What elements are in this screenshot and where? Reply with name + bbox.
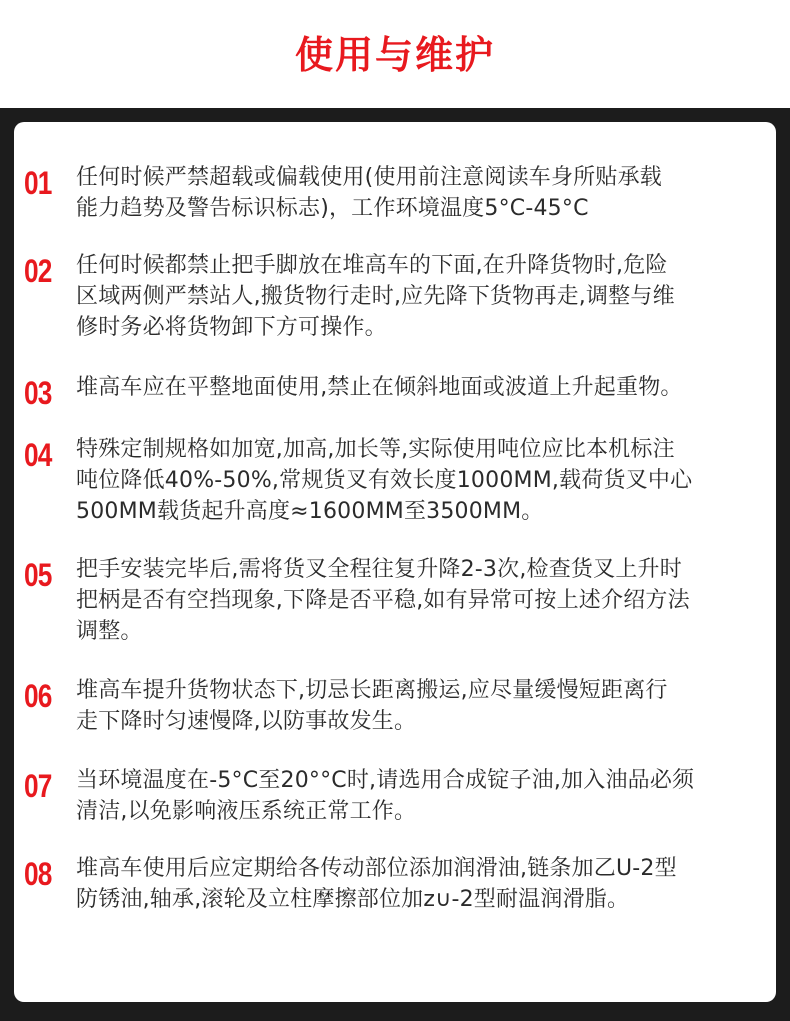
item-number: 02 [24,253,52,289]
item-line: 任何时候都禁止把手脚放在堆高车的下面,在升降货物时,危险 [76,253,668,278]
content-frame [0,108,790,1021]
item-text [76,765,766,827]
item-text [76,853,766,915]
item-number: 03 [24,375,52,411]
item-number: 04 [24,437,52,473]
item-text [76,675,766,737]
item-text [76,372,766,403]
item-line: 把柄是否有空挡现象,下降是否平稳,如有异常可按上述介绍方法 [76,588,690,613]
item-line: 特殊定制规格如加宽,加高,加长等,实际使用吨位应比本机标注 [76,437,675,462]
page-title: 使用与维护 [294,33,495,77]
item-line: 区域两侧严禁站人,搬货物行走时,应先降下货物再走,调整与维 [76,284,675,309]
page-header [0,0,790,108]
item-line: 调整。 [76,619,143,644]
item-line: 当环境温度在-5°C至20°°C时,请选用合成锭子油,加入油品必须 [76,768,695,793]
item-line: 500MM载货起升高度≈1600MM至3500MM。 [76,499,544,524]
item-line: 清洁,以免影响液压系统正常工作。 [76,799,417,824]
item-line: 任何时候严禁超载或偏载使用(使用前注意阅读车身所贴承载 [76,165,662,190]
content-card [14,122,776,1002]
item-number: 01 [24,165,52,201]
item-text [76,162,766,224]
item-line: 把手安装完毕后,需将货叉全程往复升降2-3次,检查货叉上升时 [76,557,682,582]
item-text [76,434,766,527]
item-line: 堆高车提升货物状态下,切忌长距离搬运,应尽量缓慢短距离行 [76,678,668,703]
item-line: 修时务必将货物卸下方可操作。 [76,315,387,340]
item-line: 防锈油,轴承,滚轮及立柱摩擦部位加z∪-2型耐温润滑脂。 [76,887,630,912]
item-text [76,250,766,343]
item-line: 能力趋势及警告标识标志)，工作环境温度5°C-45°C [76,196,589,221]
item-number: 06 [24,678,52,714]
item-number: 05 [24,557,52,593]
item-number: 07 [24,768,52,804]
item-line: 吨位降低40%-50%,常规货叉有效长度1000MM,载荷货叉中心 [76,468,693,493]
item-number: 08 [24,856,52,892]
item-line: 走下降时匀速慢降,以防事故发生。 [76,709,417,734]
item-text [76,554,766,647]
item-line: 堆高车使用后应定期给各传动部位添加润滑油,链条加乙U-2型 [76,856,677,881]
item-line: 堆高车应在平整地面使用,禁止在倾斜地面或波道上升起重物。 [76,375,683,400]
